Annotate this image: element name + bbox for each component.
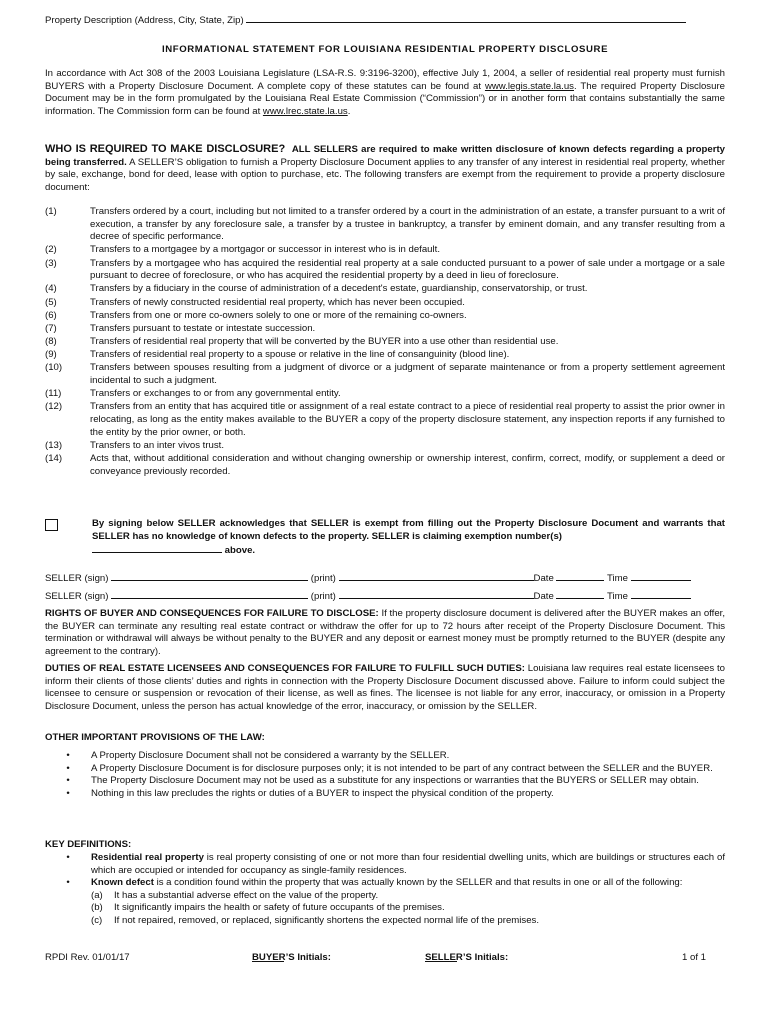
list-item bbox=[45, 788, 725, 801]
duties-heading: DUTIES OF REAL ESTATE LICENSEES AND CONSEQUENCES FOR FAILURE TO FULFILL SUCH DUTIES: bbox=[45, 663, 525, 674]
seller-sign-label: SELLER (sign) bbox=[45, 573, 109, 584]
exemption-text: Transfers of newly constructed residential real property, which has never been occupied. bbox=[90, 296, 465, 308]
exemption-item bbox=[45, 310, 725, 323]
definition-term: Known defect bbox=[91, 877, 154, 889]
intro-text-2: . The required Property Disclosure Document may be in the form promulgated by the Louisiana Real Estate Commission (“Commission”) or in another form that contains substantially the same information. The Commission form can be found at bbox=[45, 80, 725, 117]
exemption-number: (13) bbox=[45, 439, 63, 451]
rights-heading: RIGHTS OF BUYER AND CONSEQUENCES FOR FAILURE TO DISCLOSE: bbox=[45, 608, 379, 619]
date-field[interactable] bbox=[556, 571, 604, 581]
seller-signature-row-2 bbox=[45, 589, 735, 604]
exemption-number: (8) bbox=[45, 336, 57, 348]
seller-sign-field[interactable] bbox=[111, 589, 308, 599]
intro-text-1: In accordance with Act 308 of the 2003 Louisiana Legislature (LSA-R.S. 9:3196-3200), effective July 1, 2004, a seller of residential real property must furnish BUYERS with a Property Disclosure Document. A complete copy of these statutes can be found at bbox=[45, 68, 725, 92]
exemption-number: (14) bbox=[45, 453, 63, 464]
key-definitions-heading: KEY DEFINITIONS: bbox=[45, 839, 132, 850]
property-description-line bbox=[45, 13, 725, 28]
sub-text: It significantly impairs the health or safety of future occupants of the premises. bbox=[114, 902, 445, 914]
date-label: Date bbox=[533, 573, 554, 584]
exemption-item bbox=[45, 388, 725, 401]
exemption-item bbox=[45, 258, 725, 283]
seller-signature-row-1 bbox=[45, 571, 735, 586]
seller-sign-field[interactable] bbox=[111, 571, 308, 581]
exemption-item bbox=[45, 440, 725, 453]
bullet: • bbox=[66, 787, 70, 799]
seller-initials-field-2[interactable] bbox=[425, 952, 457, 962]
definition-body: is real property consisting of one or not more than four residential dwelling units, which are buildings or structures each of which are occupied or intended for occupancy as single-family residences. bbox=[91, 852, 726, 876]
other-provisions-heading: OTHER IMPORTANT PROVISIONS OF THE LAW: bbox=[45, 732, 265, 743]
exemption-number: (12) bbox=[45, 401, 63, 413]
exemption-item bbox=[45, 349, 725, 362]
provision-text: A Property Disclosure Document is for disclosure purposes only; it is not intended to be part of any contract between the SELLER and the BUYER. bbox=[91, 762, 713, 774]
list-item bbox=[45, 763, 725, 776]
seller-initials-label: SELLER’S Initials: bbox=[425, 952, 509, 963]
exemption-text: Transfers to a mortgagee by a mortgagor or successor in interest who is in default. bbox=[90, 244, 440, 256]
sub-item bbox=[91, 890, 725, 903]
exemption-number: (1) bbox=[45, 206, 57, 217]
exemption-item bbox=[45, 283, 725, 296]
bullet: • bbox=[66, 877, 70, 889]
exemption-number: (11) bbox=[45, 388, 62, 400]
key-definitions-list bbox=[45, 852, 725, 928]
other-provisions-list bbox=[45, 750, 725, 800]
exemption-text: Acts that, without additional consideration and without changing ownership or ownership interest, confirm, correct, modify, or supplement a deed or conveyance previously recorded. bbox=[90, 453, 725, 477]
exemption-text: Transfers of residential real property to a spouse or relative in the line of consanguinity (blood line). bbox=[90, 349, 510, 361]
exemption-number: (10) bbox=[45, 362, 63, 374]
exemption-number: (5) bbox=[45, 296, 57, 308]
exemption-checkbox[interactable] bbox=[45, 519, 58, 531]
who-question: WHO IS REQUIRED TO MAKE DISCLOSURE? bbox=[45, 143, 286, 155]
intro-text-3: . bbox=[347, 105, 351, 117]
sub-label: (c) bbox=[91, 914, 103, 926]
exemption-number: (4) bbox=[45, 283, 57, 295]
exemption-item bbox=[45, 244, 725, 257]
exemption-number: (9) bbox=[45, 349, 57, 361]
exemption-text: Transfers of residential real property that will be converted by the BUYER into a use other than residential use. bbox=[90, 336, 559, 348]
exemption-list bbox=[45, 206, 725, 479]
seller-print-field[interactable] bbox=[339, 589, 534, 599]
revision-label: RPDI Rev. 01/01/17 bbox=[45, 952, 130, 963]
exemption-item bbox=[45, 336, 725, 349]
exemption-text: Transfers from an entity that has acquired title or assignment of a real estate contract to a piece of residential real property to assist the prior owner in relocating, as long as the entity makes available to the BUYER a copy of the property disclosure statement, any inspection reports if any furnished to the entity by the prior owner, or both. bbox=[90, 401, 725, 438]
time-field[interactable] bbox=[631, 571, 691, 581]
exemption-text: Transfers pursuant to testate or intestate succession. bbox=[90, 322, 316, 334]
exemption-number: (3) bbox=[45, 257, 57, 269]
definition-body: is a condition found within the property that was actually known by the SELLER and that results in one or all of the following: bbox=[153, 877, 683, 889]
time-field[interactable] bbox=[631, 589, 691, 599]
exemption-ack-text-block bbox=[92, 518, 725, 558]
page-footer bbox=[45, 952, 725, 966]
exemption-text: Transfers from one or more co-owners solely to one or more of the remaining co-owners. bbox=[90, 309, 467, 321]
exemption-number: (6) bbox=[45, 309, 57, 321]
bullet: • bbox=[66, 762, 70, 774]
exemption-text: Transfers by a mortgagee who has acquired the residential real property at a sale conducted pursuant to a power of sale under a mortgage or a sale pursuant to decree of foreclosure, or who has acquired the residential property by a deed in lieu of foreclosure. bbox=[90, 257, 725, 282]
property-description-label: Property Description (Address, City, State, Zip) bbox=[45, 15, 244, 26]
sub-item bbox=[91, 902, 725, 915]
exemption-text: Transfers by a fiduciary in the course of administration of a decedent's estate, guardianship, conservatorship, or trust. bbox=[90, 283, 588, 295]
exemption-item bbox=[45, 297, 725, 310]
exemption-item bbox=[45, 206, 725, 244]
rights-paragraph bbox=[45, 608, 725, 658]
provision-text: A Property Disclosure Document shall not be considered a warranty by the SELLER. bbox=[91, 750, 450, 761]
sub-text: It has a substantial adverse effect on the value of the property. bbox=[114, 889, 379, 901]
date-label: Date bbox=[533, 591, 554, 602]
lrec-link[interactable]: www.lrec.state.la.us bbox=[262, 105, 348, 117]
sub-label: (b) bbox=[91, 902, 103, 914]
list-item bbox=[45, 775, 725, 788]
who-paragraph bbox=[45, 143, 725, 194]
list-item bbox=[45, 877, 725, 927]
buyer-initials-label: BUYER’S Initials: bbox=[252, 952, 331, 963]
exemption-number: (2) bbox=[45, 244, 57, 256]
exemption-ack-text: By signing below SELLER acknowledges that SELLER is exempt from filling out the Property Disclosure Document and warrants that SELLER has no knowledge of known defects to the property. SELLER is claiming exemption number(s) bbox=[92, 518, 725, 542]
bullet: • bbox=[66, 775, 70, 787]
definition bbox=[91, 877, 725, 927]
exemption-text: Transfers between spouses resulting from a judgment of divorce or a judgment of separate maintenance or from a property settlement agreement incidental to such a judgment. bbox=[90, 362, 725, 387]
exemption-text: Transfers ordered by a court, including but not limited to a transfer ordered by a court in the administration of an estate, a transfer pursuant to a writ of execution, a transfer by any foreclosure sale, a transfer by a trustee in bankruptcy, a transfer by eminent domain, and any transfer resulting from a decree of specific performance. bbox=[90, 206, 725, 243]
page-number: 1 of 1 bbox=[681, 952, 706, 963]
time-label: Time bbox=[606, 591, 628, 602]
provision-text: The Property Disclosure Document may not be used as a substitute for any inspections or warranties that the BUYERS or SELLER may obtain. bbox=[91, 775, 699, 787]
exemption-item bbox=[45, 401, 725, 439]
time-label: Time bbox=[606, 573, 628, 584]
who-lead: ALL SELLERS are required to make written disclosure of known defects regarding a property being transferred. bbox=[45, 144, 725, 168]
definition bbox=[91, 852, 725, 877]
exemption-acknowledgement bbox=[45, 518, 725, 558]
exemption-text: Transfers or exchanges to or from any governmental entity. bbox=[90, 388, 341, 400]
print-label: (print) bbox=[310, 591, 336, 602]
sub-label: (a) bbox=[91, 889, 103, 901]
bullet: • bbox=[66, 750, 70, 761]
seller-print-field[interactable] bbox=[339, 571, 534, 581]
sub-item bbox=[91, 915, 725, 928]
duties-paragraph bbox=[45, 663, 725, 713]
provision-text: Nothing in this law precludes the rights or duties of a BUYER to inspect the physical condition of the property. bbox=[91, 787, 554, 799]
exemption-ack-suffix: above. bbox=[224, 545, 256, 557]
exemption-number: (7) bbox=[45, 322, 57, 334]
list-item bbox=[45, 852, 725, 877]
print-label: (print) bbox=[310, 573, 336, 584]
exemption-text: Transfers to an inter vivos trust. bbox=[90, 439, 225, 451]
exemption-item bbox=[45, 323, 725, 336]
exemption-item bbox=[45, 453, 725, 478]
duties-body: Louisiana law requires real estate licensees to inform their clients of those clients’ duties and rights in connection with the Property Disclosure Document discussed above. Failure to inform could subject the licensee to censure or suspension or revocation of their license, as well as fines. The licensee is not liable for any error, inaccuracy, or omission in a Property Disclosure Document, unless the person has actual knowledge of the error, inaccuracy, or omission by the SELLER. bbox=[45, 663, 725, 712]
seller-sign-label: SELLER (sign) bbox=[45, 591, 109, 602]
rights-body: If the property disclosure document is delivered after the BUYER makes an offer, the BUYER can terminate any resulting real estate contract or withdraw the offer for up to 72 hours after receipt of the Property Disclosure Document. This termination or withdrawal will always be without penalty to the BUYER and any deposit or earnest money must be promptly returned to the BUYER (despite any agreement to the contrary). bbox=[45, 608, 726, 657]
date-field[interactable] bbox=[556, 589, 604, 599]
exemption-item bbox=[45, 362, 725, 387]
document-title: INFORMATIONAL STATEMENT FOR LOUISIANA RESIDENTIAL PROPERTY DISCLOSURE bbox=[161, 44, 609, 55]
intro-paragraph bbox=[45, 68, 725, 118]
sub-text: If not repaired, removed, or replaced, significantly shortens the expected normal life of the premises. bbox=[114, 914, 540, 926]
property-description-field[interactable] bbox=[246, 13, 686, 23]
list-item bbox=[45, 750, 725, 763]
who-body: A SELLER’S obligation to furnish a Property Disclosure Document applies to any transfer of any interest in residential real property, whether by sale, exchange, bond for deed, lease with option to purchase, etc. The following transfers are exempt from the requirement to provide a property disclosure document: bbox=[45, 156, 725, 193]
exemption-number-field[interactable] bbox=[92, 543, 222, 553]
definition-term: Residential real property bbox=[91, 852, 204, 863]
buyer-initials-field-2[interactable] bbox=[252, 952, 284, 962]
bullet: • bbox=[66, 852, 70, 863]
legis-link[interactable]: www.legis.state.la.us bbox=[484, 80, 574, 92]
